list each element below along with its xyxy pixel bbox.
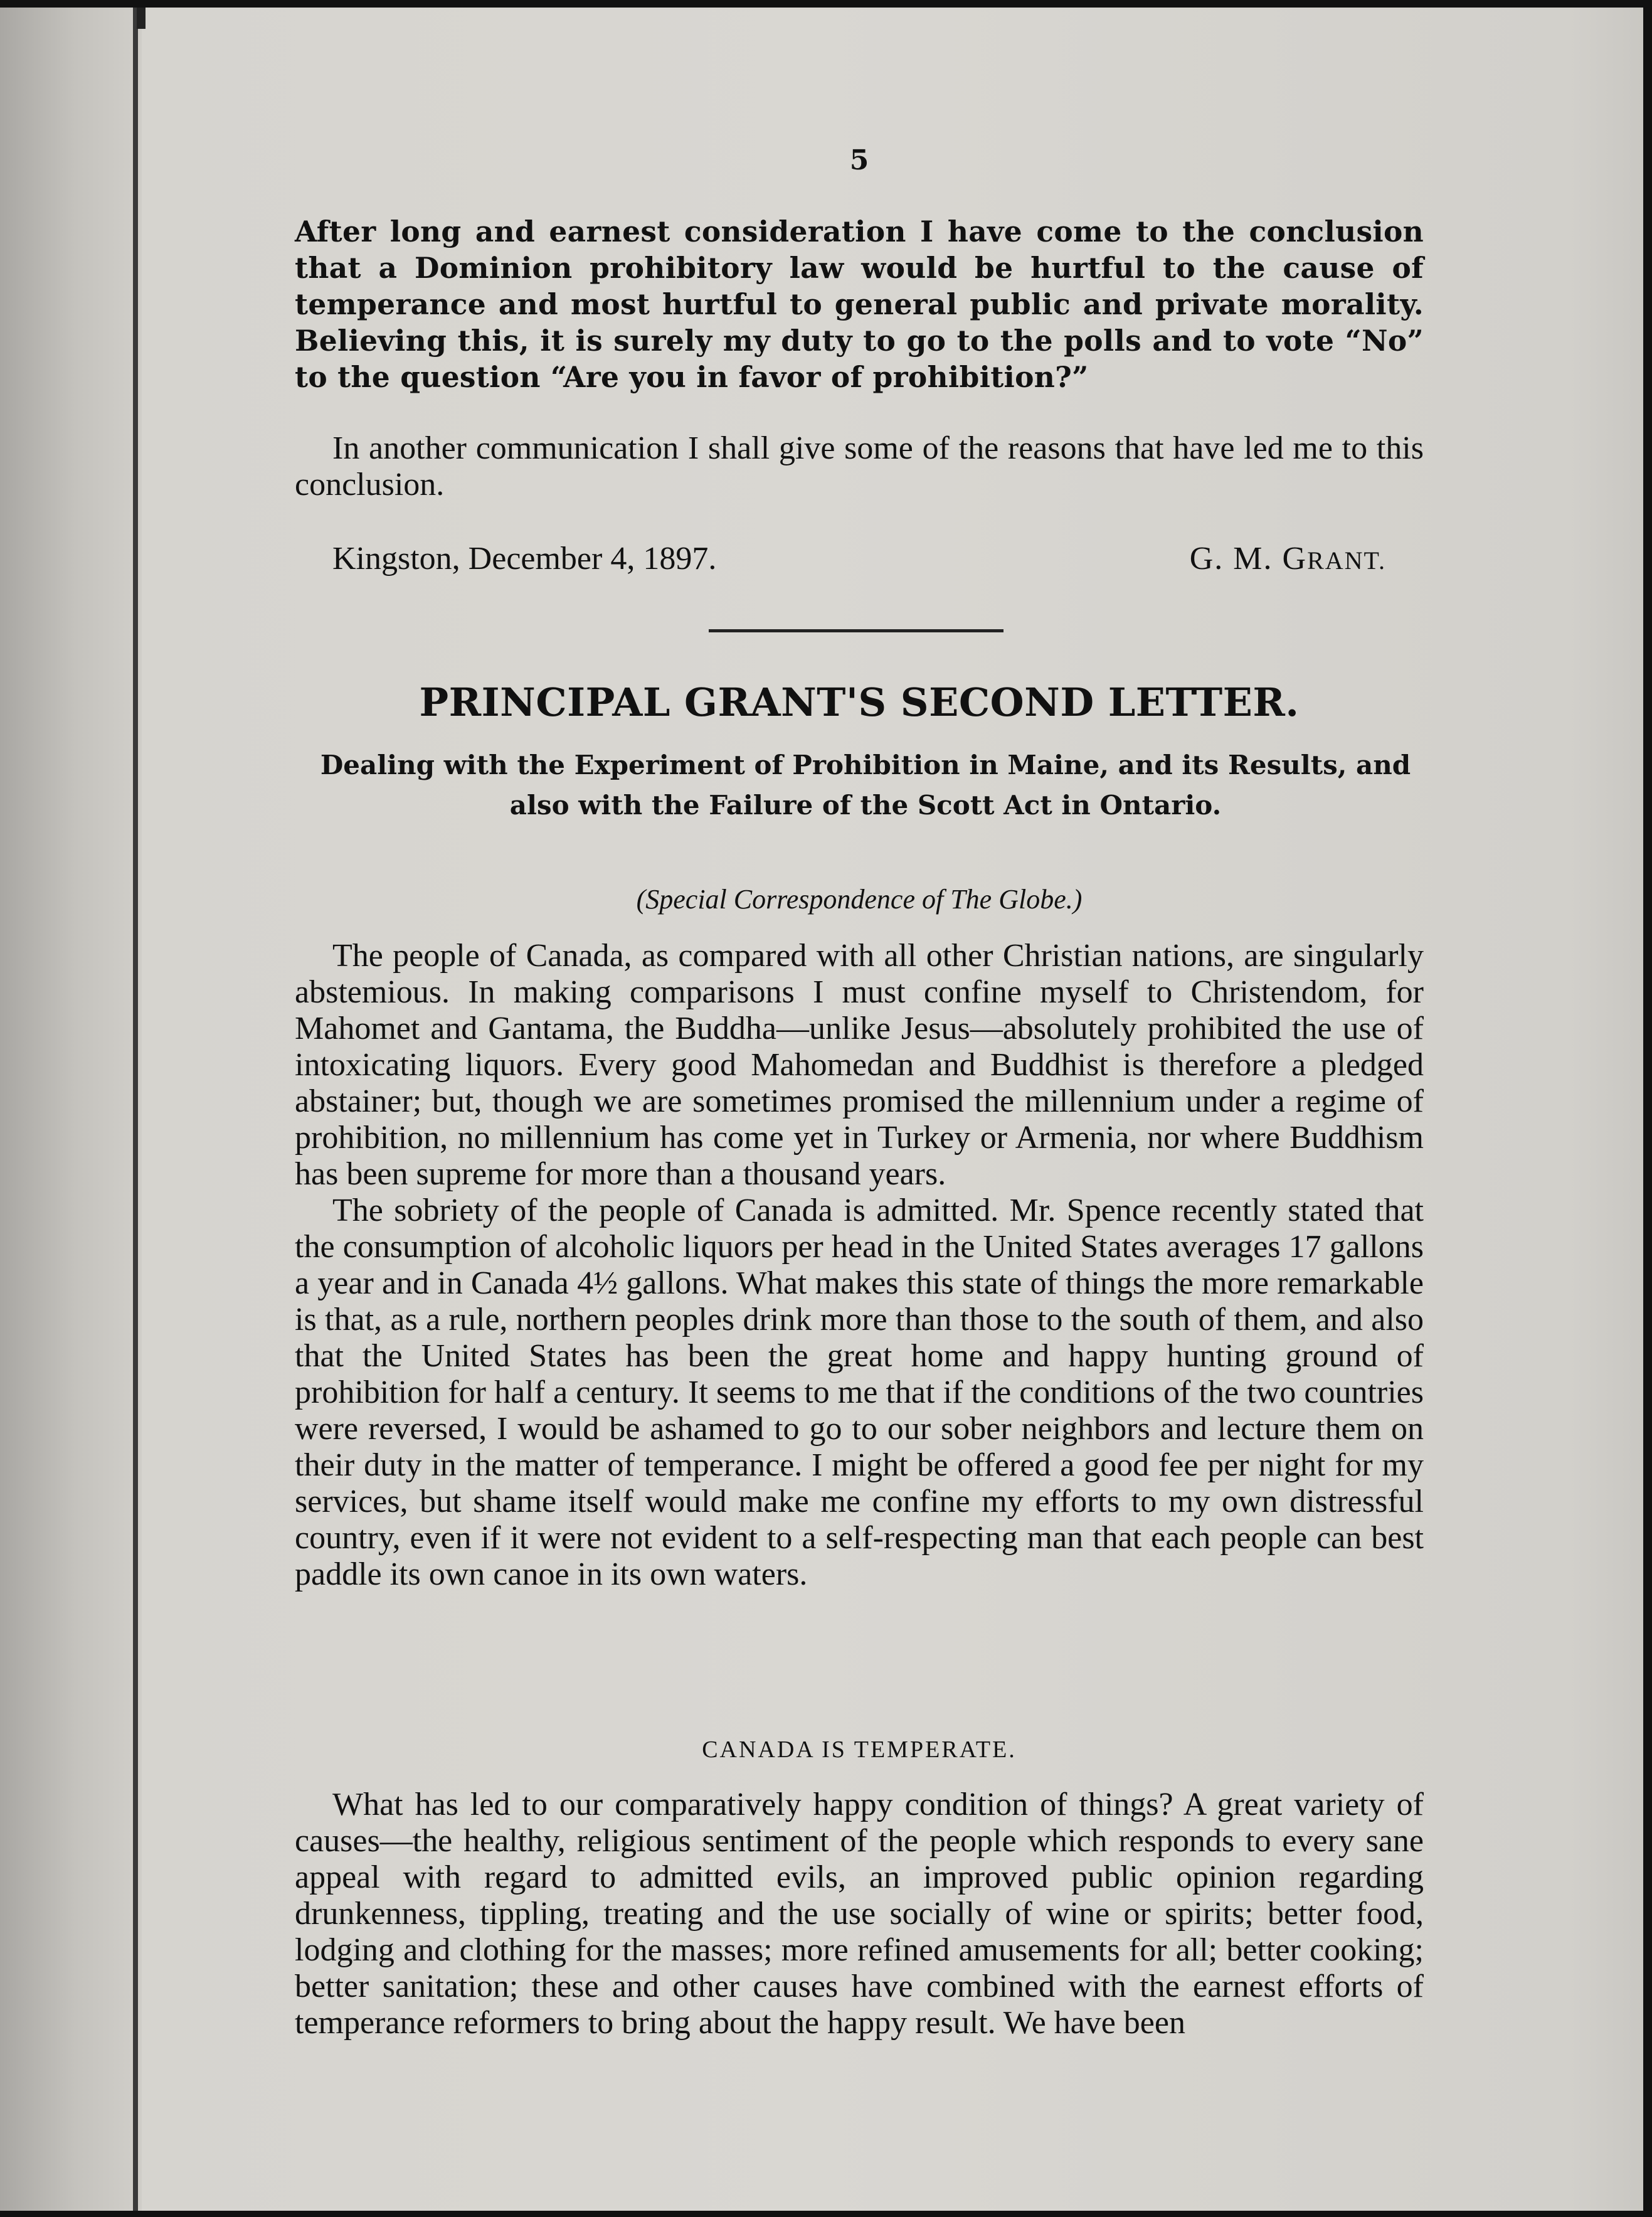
body-paragraph-1: The people of Canada, as compared with all other Christian nations, are singularly abstemious. In making comparisons I must confine myself to Christendom, for Mahomet and Gantama, the Buddha—unlike Jesus—absolutely prohibited the use of intoxicating liquors. Every good Mahomedan and Buddhist is therefore a pledged abstainer; but, though we are sometimes promised the millennium under a regime of prohibition, no millennium has come yet in Turkey or Armenia, nor where Buddhism has been supreme for more than a thousand years. — [295, 938, 1424, 1192]
signature-name-initials: G. M. G — [1189, 541, 1308, 577]
signature-place-date: Kingston, December 4, 1897. — [332, 541, 717, 577]
section-paragraph: What has led to our comparatively happy condition of things? A great variety of causes—the healthy, religious sentiment of the people which responds to every sane appeal with regard to admitted evils, an improved public opinion regarding drunkenness, tippling, treating and the use socially of wine or spirits; better food, lodging and clothing for the masses; more refined amusements for all; better cooking; better sanitation; these and other causes have combined with the earnest efforts of temperance reformers to bring about the happy result. We have been — [295, 1787, 1424, 2041]
body-paragraph-2: The sobriety of the people of Canada is admitted. Mr. Spence recently stated that the consumption of alcoholic liquors per head in the United States averages 17 gallons a year and in Canada 4½ gallons. What makes this state of things the more remarkable is that, as a rule, northern peoples drink more than those to the south of them, and also that the United States has been the great home and happy hunting ground of prohibition for half a century. It seems to me that if the conditions of the two countries were reversed, I would be ashamed to go to our sober neighbors and lecture them on their duty in the matter of temperance. I might be offered a good fee per night for my services, but shame itself would make me confine my efforts to my own distressful country, even if it were not evident to a self-respecting man that each people can best paddle its own canoe in its own waters. — [295, 1193, 1424, 1592]
scan-right-border — [1643, 0, 1652, 2217]
another-communication-paragraph: In another communication I shall give some of the reasons that have led me to this conclusion. — [295, 430, 1424, 502]
scan-bottom-border — [0, 2211, 1652, 2217]
page-number: 5 — [849, 144, 869, 176]
binding-edge-line — [133, 0, 138, 2217]
conclusion-paragraph: After long and earnest consideration I have come to the conclusion that a Dominion prohibitory law would be hurtful to the cause of temperance and most hurtful to general public and private morality. Believing this, it is surely my duty to go to the polls and to vote “No” to the question “Are you in favor of prohibition?” — [295, 215, 1424, 394]
scan-top-border — [0, 0, 1652, 8]
signature-name — [1190, 541, 1386, 579]
letter-subtitle: Dealing with the Experiment of Prohibition in Maine, and its Results, and also with the Failure of the Scott Act in Ontario. — [320, 750, 1411, 821]
letter-body — [295, 938, 1424, 1593]
section-heading: CANADA IS TEMPERATE. — [702, 1736, 1017, 1763]
letter-title: PRINCIPAL GRANT'S SECOND LETTER. — [419, 679, 1300, 725]
signature-name-small-caps: RANT. — [1307, 546, 1386, 575]
section-divider — [709, 629, 1003, 632]
correspondence-note: (Special Correspondence of The Globe.) — [636, 884, 1083, 915]
page-left-margin — [0, 0, 142, 2217]
